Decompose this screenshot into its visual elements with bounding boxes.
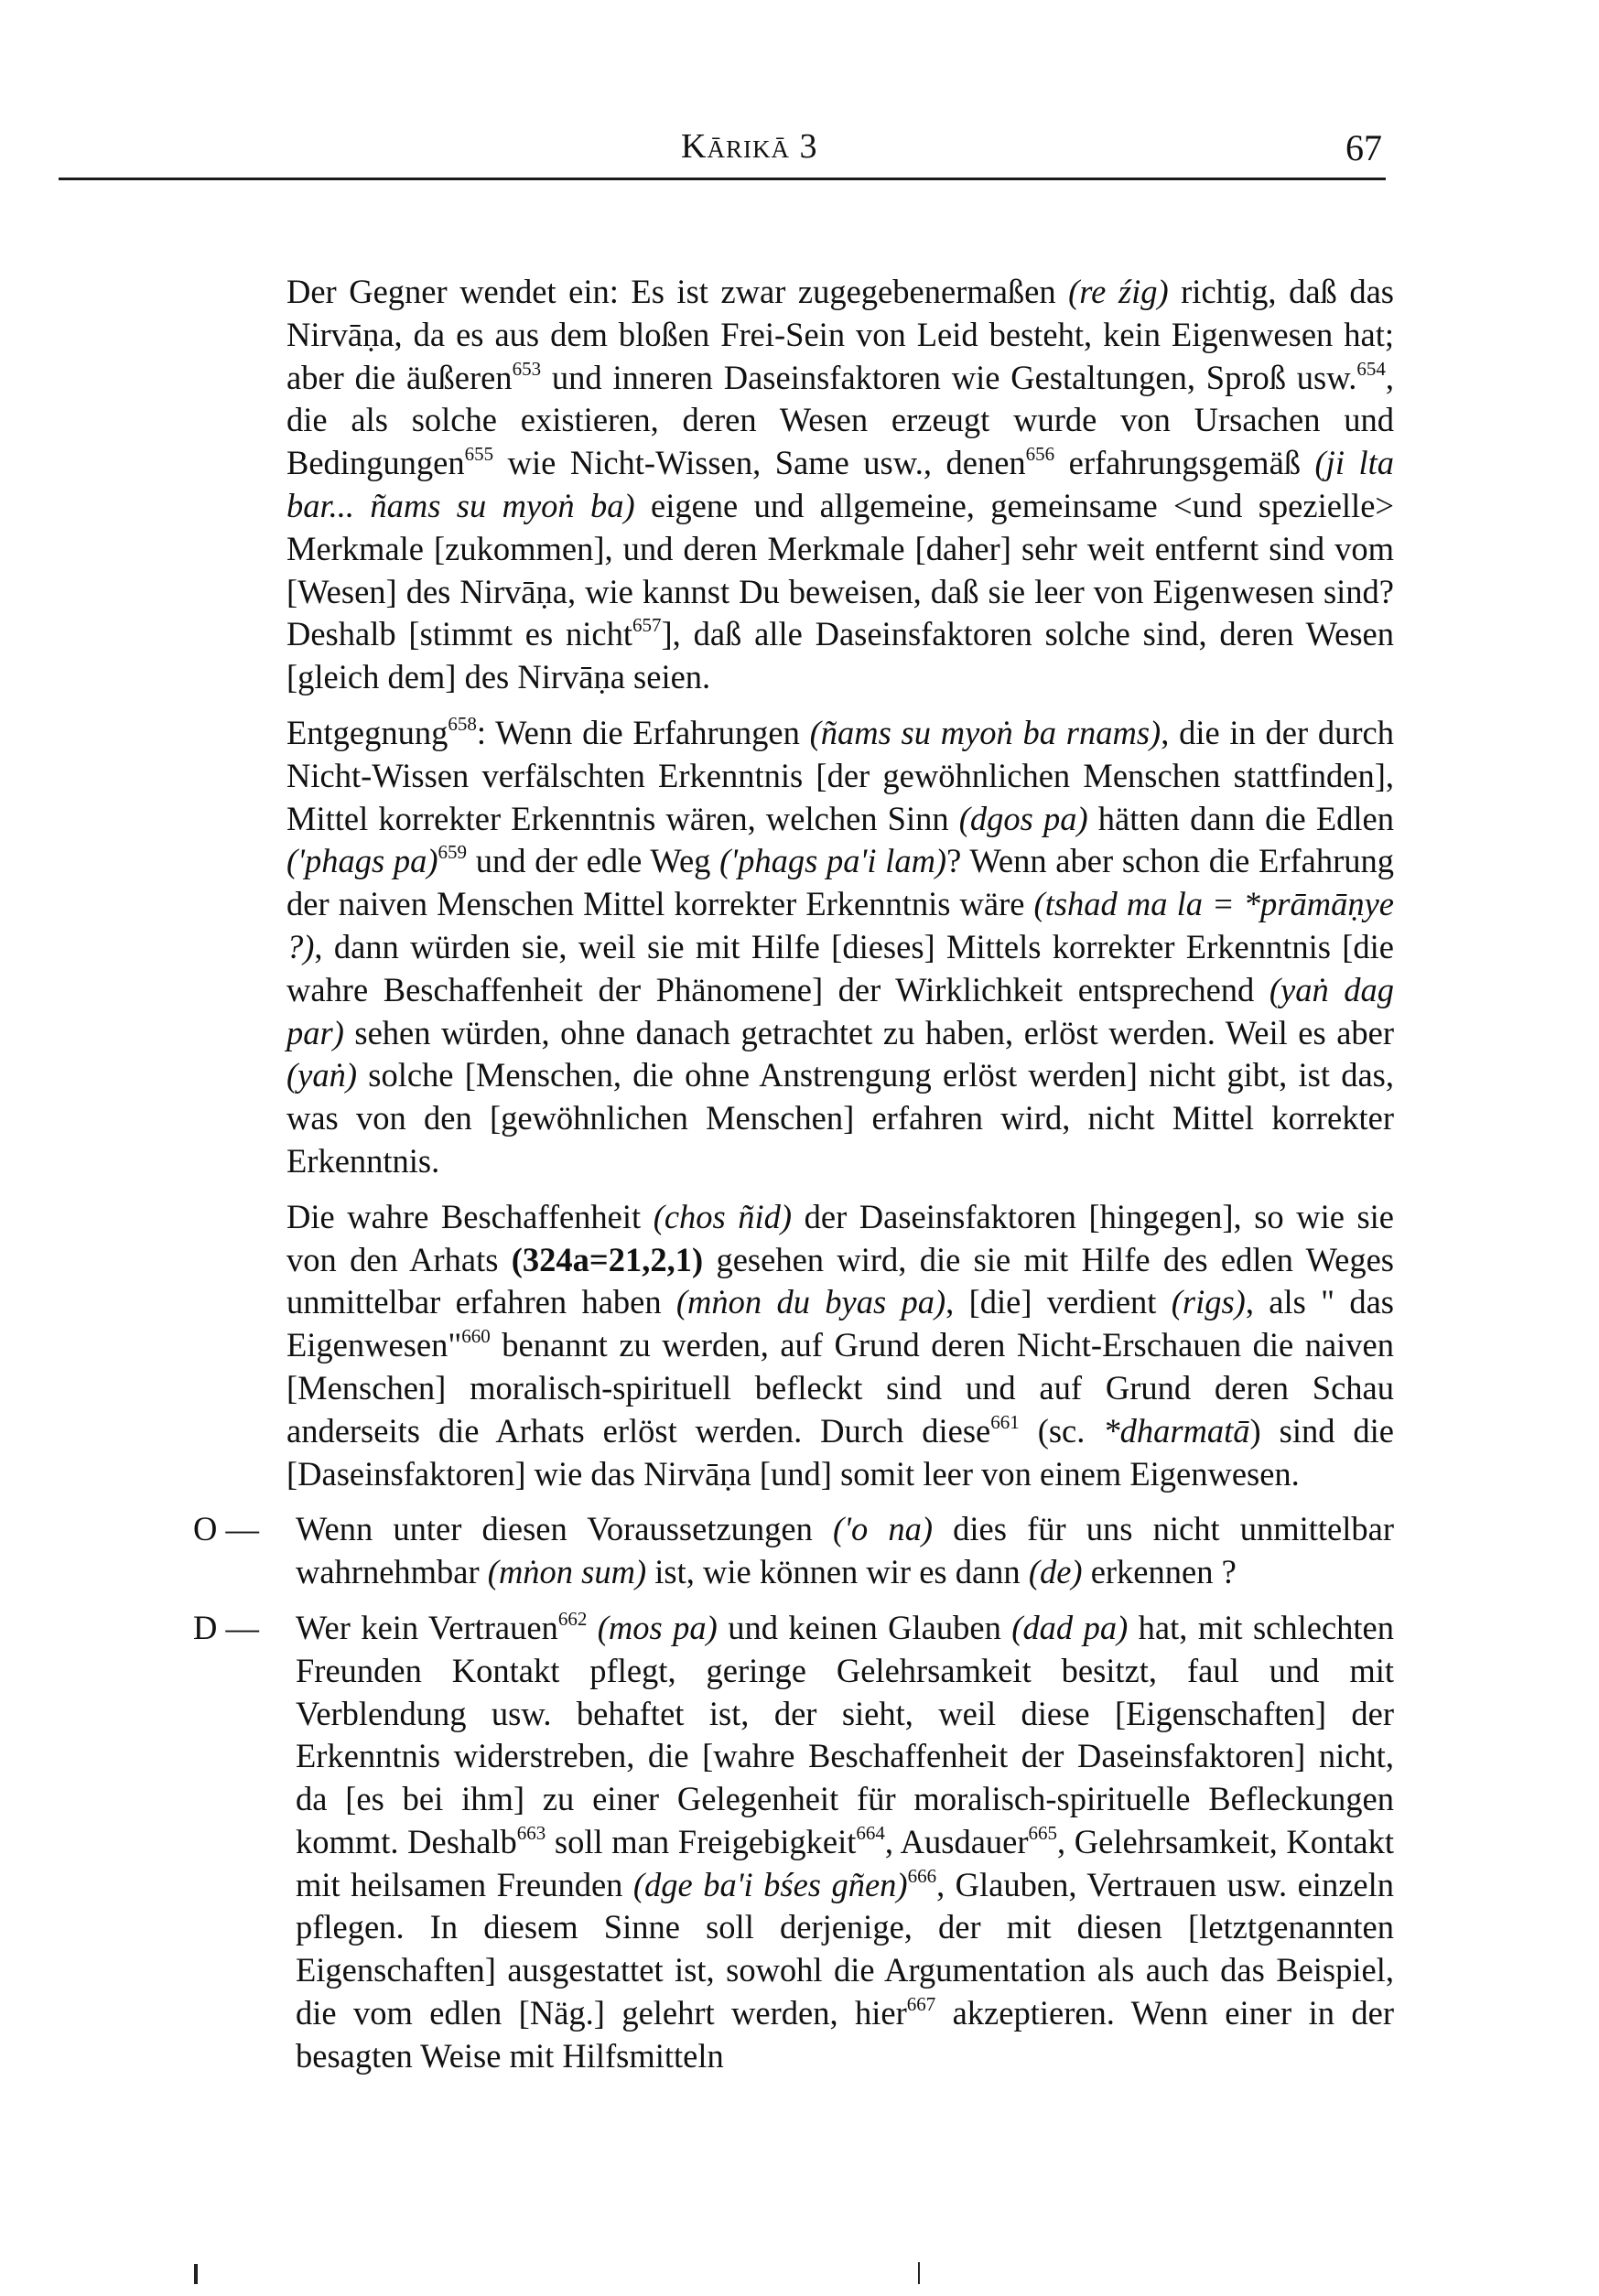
text-run: ist, wie können wir es dann [646, 1553, 1029, 1591]
footnote-ref: 655 [464, 443, 494, 466]
paragraph [286, 271, 1394, 699]
footnote-ref: 654 [1356, 357, 1386, 380]
text-run: : Wenn die Erfahrungen [476, 713, 810, 751]
body-text [193, 271, 1395, 2091]
text-run: und keinen Glauben [717, 1608, 1012, 1646]
text-run: erkennen ? [1082, 1553, 1237, 1591]
footnote-ref: 657 [632, 614, 662, 637]
text-run: solche [Menschen, die ohne Anstrengung erlöst werden] nicht gibt, ist das, was von den [gewöhnlichen Menschen] erfahren wird, nicht Mittel korrekter Erkenntnis. [286, 1056, 1394, 1180]
footnote-ref: 665 [1028, 1821, 1058, 1844]
text-run [587, 1609, 597, 1646]
tibetan-term: *dharmatā [1103, 1411, 1250, 1450]
footnote-ref: 664 [856, 1821, 885, 1844]
tibetan-term: (re źig) [1068, 273, 1169, 310]
scan-mark [194, 2264, 198, 2284]
text-run: Die wahre Beschaffenheit [286, 1197, 654, 1235]
text-run: Wer kein Vertrauen [296, 1608, 558, 1646]
tibetan-term: (yaṅ dag par) [286, 970, 1395, 1051]
text-run: Der Gegner wendet ein: Es ist zwar zugegebenermaßen [286, 273, 1069, 310]
speaker-label: O — [193, 1510, 259, 1548]
running-head-title: Kārikā 3 [681, 127, 818, 166]
text-run: und der edle Weg [467, 842, 720, 880]
text-run: der Daseinsfaktoren [hingegen], so wie sie von den Arhats [286, 1197, 1394, 1278]
tibetan-term: (ñams su myoṅ ba rnams) [809, 713, 1161, 751]
footnote-ref: 656 [1025, 443, 1055, 466]
tibetan-term: (dge ba'i bśes gñen) [632, 1865, 908, 1903]
folio-reference: (324a=21,2,1) [511, 1240, 704, 1278]
running-head [59, 126, 1386, 180]
tibetan-term: (mṅon sum) [487, 1553, 647, 1591]
tibetan-term: (dgos pa) [958, 799, 1088, 837]
dialogue-response [193, 1607, 1394, 2078]
text-run: und inneren Daseinsfaktoren wie Gestaltungen, Sproß usw. [541, 358, 1357, 396]
dialogue-objection [193, 1508, 1394, 1594]
tibetan-term: ('phags pa'i lam) [719, 842, 947, 880]
text-run: , [die] verdient [945, 1283, 1172, 1321]
footnote-ref: 653 [512, 357, 542, 380]
tibetan-term: (rigs) [1171, 1283, 1246, 1321]
tibetan-term: (yaṅ) [286, 1056, 358, 1094]
tibetan-term: (ji lta bar... ñams su myoṅ ba) [286, 444, 1395, 524]
paragraph [286, 712, 1394, 1183]
tibetan-term: ('phags pa) [286, 842, 438, 880]
text-run: sehen würden, ohne danach getrachtet zu haben, erlöst werden. Weil es aber [343, 1013, 1394, 1051]
tibetan-term: (tshad ma la = *prāmāṇye ?) [286, 885, 1394, 965]
text-run: hätten dann die Edlen [1087, 799, 1394, 837]
text-run: akzeptieren. Wenn einer in der besagten Weise mit Hilfsmitteln [296, 1994, 1394, 2075]
scan-mark [918, 2262, 920, 2284]
text-run: ], daß alle Daseinsfaktoren solche sind, deren Wesen [gleich dem] des Nirvāṇa seien. [286, 615, 1394, 696]
footnote-ref: 667 [906, 1993, 936, 2016]
text-run: erfahrungsgemäß [1054, 444, 1315, 482]
text-run: , dann würden sie, weil sie mit Hilfe [dieses] Mittels korrekter Erkenntnis [die wahre Beschaffenheit der Phänomene] der Wirklichkeit entsprechend [286, 927, 1394, 1008]
text-run: , die als solche existieren, deren Wesen erzeugt wurde von Ursachen und Bedingungen [286, 358, 1395, 482]
tibetan-term: (de) [1028, 1553, 1083, 1591]
dialogue-text [286, 1508, 1394, 1594]
text-run: ) sind die [Daseinsfaktoren] wie das Nirvāṇa [und] somit leer von einem Eigenwesen. [286, 1411, 1395, 1493]
tibetan-term: ('o na) [833, 1510, 934, 1548]
text-run: soll man Freigebigkeit [546, 1822, 857, 1860]
text-run: , Gelehrsamkeit, Kontakt mit heilsamen Freunden [296, 1822, 1394, 1903]
text-run: benannt zu werden, auf Grund deren Nicht-Erschauen die naiven [Menschen] moralisch-spirituell befleckt sind und auf Grund deren Schau anderseits die Arhats erlöst werden. Durch diese [286, 1326, 1394, 1450]
text-run: richtig, daß das Nirvāṇa, da es aus dem bloßen Frei-Sein von Leid besteht, kein Eigenwesen hat; aber die äußeren [286, 273, 1394, 396]
page-number: 67 [1345, 127, 1382, 168]
text-run: eigene und allgemeine, gemeinsame <und spezielle> Merkmale [zukommen], und deren Merkmale [daher] sehr weit entfernt sind vom [Wesen] des Nirvāṇa, wie kannst Du beweisen, daß sie leer von Eigenwesen sind? Deshalb [stimmt es nicht [286, 486, 1394, 653]
text-run: gesehen wird, die sie mit Hilfe des edlen Weges unmittelbar erfahren haben [286, 1240, 1394, 1321]
speaker-label: D — [193, 1608, 259, 1646]
text-run: ? Wenn aber schon die Erfahrung der naiven Menschen Mittel korrekter Erkenntnis wäre [286, 842, 1394, 923]
text-run: , die in der durch Nicht-Wissen verfälschten Erkenntnis [der gewöhnlichen Menschen stattfinden], Mittel korrekter Erkenntnis wären, welchen Sinn [286, 713, 1394, 837]
scan-edge-marks [0, 2258, 1599, 2286]
footnote-ref: 661 [990, 1410, 1020, 1433]
footnote-ref: 663 [516, 1821, 546, 1844]
text-run: wie Nicht-Wissen, Same usw., denen [493, 444, 1026, 482]
text-run: (sc. [1019, 1411, 1104, 1450]
text-run: Entgegnung [286, 713, 448, 751]
text-run: hat, mit schlechten Freunden Kontakt pflegt, geringe Gelehrsamkeit besitzt, faul und mit Verblendung usw. behaftet ist, der sieht, weil diese [Eigenschaften] der Erkenntnis widerstreben, die [wahre Beschaffenheit der Daseinsfaktoren] nicht, da [es bei ihm] zu einer Gelegenheit für moralisch-spirituelle Befleckungen kommt. Deshalb [296, 1608, 1394, 1860]
footnote-ref: 659 [438, 841, 468, 864]
text-run: , als " das Eigenwesen" [286, 1283, 1394, 1364]
footnote-ref: 660 [461, 1325, 491, 1348]
tibetan-term: (mṅon du byas pa) [675, 1283, 946, 1321]
footnote-ref: 666 [907, 1864, 937, 1887]
dialogue-text [286, 1607, 1394, 2078]
text-run: , Glauben, Vertrauen usw. einzeln pflegen. In diesem Sinne soll derjenige, der mit diesen [letztgenannten Eigenschaften] ausgestattet ist, sowohl die Argumentation als auch das Beispiel, die vom edlen [Näg.] gelehrt werden, hier [296, 1865, 1394, 2032]
tibetan-term: (mos pa) [597, 1608, 718, 1646]
text-run: Wenn unter diesen Voraussetzungen [296, 1510, 834, 1548]
tibetan-term: (chos ñid) [653, 1197, 793, 1235]
tibetan-term: (dad pa) [1011, 1608, 1129, 1646]
paragraph [286, 1196, 1394, 1496]
text-run: , Ausdauer [884, 1822, 1029, 1860]
footnote-ref: 658 [448, 712, 477, 735]
text-run: dies für uns nicht unmittelbar wahrnehmbar [296, 1510, 1394, 1591]
footnote-ref: 662 [557, 1607, 588, 1630]
